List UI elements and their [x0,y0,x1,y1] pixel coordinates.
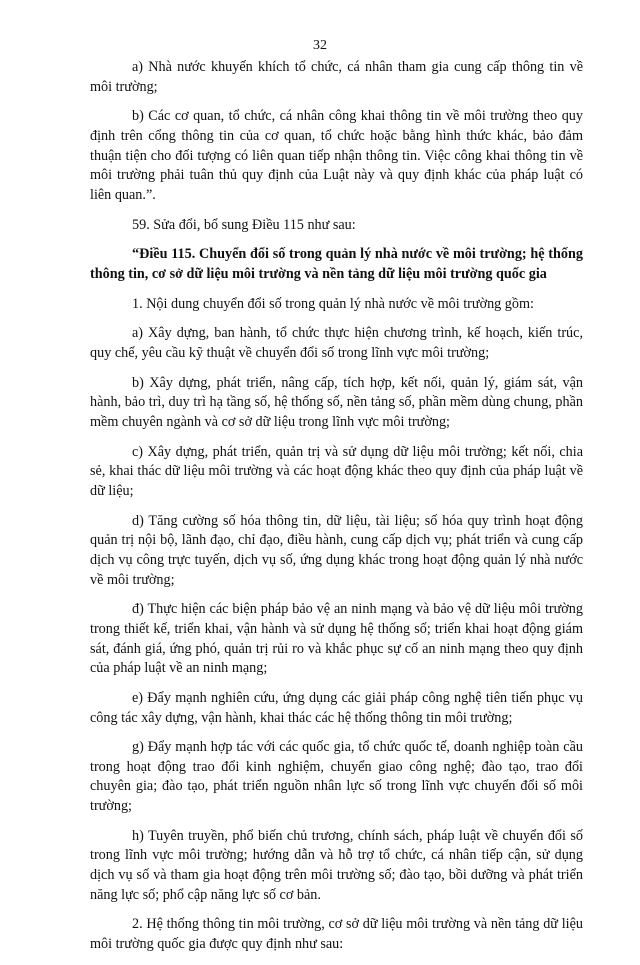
clause-1-point-h: h) Tuyên truyền, phổ biến chủ trương, chính sách, pháp luật về chuyển đổi số trong lĩnh vực môi trường; hướng dẫn và hỗ trợ tổ chức, cá nhân tiếp cận, sử dụng dịch vụ số và tham gia hoạt động trên môi trường số; đào tạo, bồi dưỡng và phát triển năng lực số; phổ cập năng lực số cơ bản. [90,827,583,903]
clause-1-point-b: b) Xây dựng, phát triển, nâng cấp, tích hợp, kết nối, quản lý, giám sát, vận hành, bảo trì, duy trì hạ tầng số, hệ thống số, nền tảng số, phần mềm dùng chung, phần mềm chuyên ngành và cơ sở dữ liệu trong lĩnh vực môi trường; [90,374,583,431]
paragraph-b-disclosure: b) Các cơ quan, tổ chức, cá nhân công khai thông tin về môi trường theo quy định trên cổng thông tin của cơ quan, tổ chức hoặc bằng hình thức khác, bảo đảm thuận tiện cho đối tượng có liên quan tiếp nhận thông tin. Việc công khai thông tin về môi trường phải tuân thủ quy định của Luật này và quy định khác của pháp luật có liên quan.”. [90,108,583,203]
paragraph-a-encourage: a) Nhà nước khuyến khích tổ chức, cá nhân tham gia cung cấp thông tin về môi trường; [90,59,583,95]
clause-1-point-c: c) Xây dựng, phát triển, quản trị và sử dụng dữ liệu môi trường; kết nối, chia sẻ, khai thác dữ liệu môi trường và các hoạt động khác theo quy định của pháp luật về dữ liệu; [90,443,583,499]
clause-1-point-g: g) Đẩy mạnh hợp tác với các quốc gia, tổ chức quốc tế, doanh nghiệp toàn cầu trong hoạt động trao đổi kinh nghiệm, chuyển giao công nghệ; đào tạo, trao đổi chuyên gia; đào tạo, phát triển nguồn nhân lực số trong lĩnh vực chuyển đổi số môi trường; [90,739,583,815]
clause-1-point-dd: đ) Thực hiện các biện pháp bảo vệ an ninh mạng và bảo vệ dữ liệu môi trường trong thiết kế, triển khai, vận hành và sử dụng hệ thống số; triển khai hoạt động giám sát, đánh giá, ứng phó, quản trị rủi ro và khắc phục sự cố an ninh mạng theo quy định của pháp luật về an ninh mạng; [90,601,583,677]
clause-1-point-e: e) Đẩy mạnh nghiên cứu, ứng dụng các giải pháp công nghệ tiên tiến phục vụ công tác xây dựng, vận hành, khai thác các hệ thống thông tin môi trường; [90,689,583,726]
clause-1-point-d: d) Tăng cường số hóa thông tin, dữ liệu, tài liệu; số hóa quy trình hoạt động quản trị nội bộ, lãnh đạo, chỉ đạo, điều hành, cung cấp dịch vụ; phát triển và cung cấp dịch vụ công trực tuyến, dịch vụ số, ứng dụng khác trong hoạt động quản lý nhà nước về môi trường; [90,512,583,588]
clause-2-intro: 2. Hệ thống thông tin môi trường, cơ sở dữ liệu môi trường và nền tảng dữ liệu môi trường quốc gia được quy định như sau: [90,916,583,952]
paragraph-item-59: 59. Sửa đổi, bổ sung Điều 115 như sau: [132,216,356,233]
article-115-heading: “Điều 115. Chuyển đổi số trong quản lý nhà nước về môi trường; hệ thống thông tin, cơ sở dữ liệu môi trường và nền tảng dữ liệu môi trường quốc gia [90,246,583,282]
clause-1-intro: 1. Nội dung chuyển đổi số trong quản lý nhà nước về môi trường gồm: [132,295,534,312]
clause-1-point-a: a) Xây dựng, ban hành, tổ chức thực hiện chương trình, kế hoạch, kiến trúc, quy chế, yêu cầu kỹ thuật về chuyển đổi số trong lĩnh vực môi trường; [90,325,583,362]
page-number: 32 [313,38,327,53]
document-body [90,58,583,965]
